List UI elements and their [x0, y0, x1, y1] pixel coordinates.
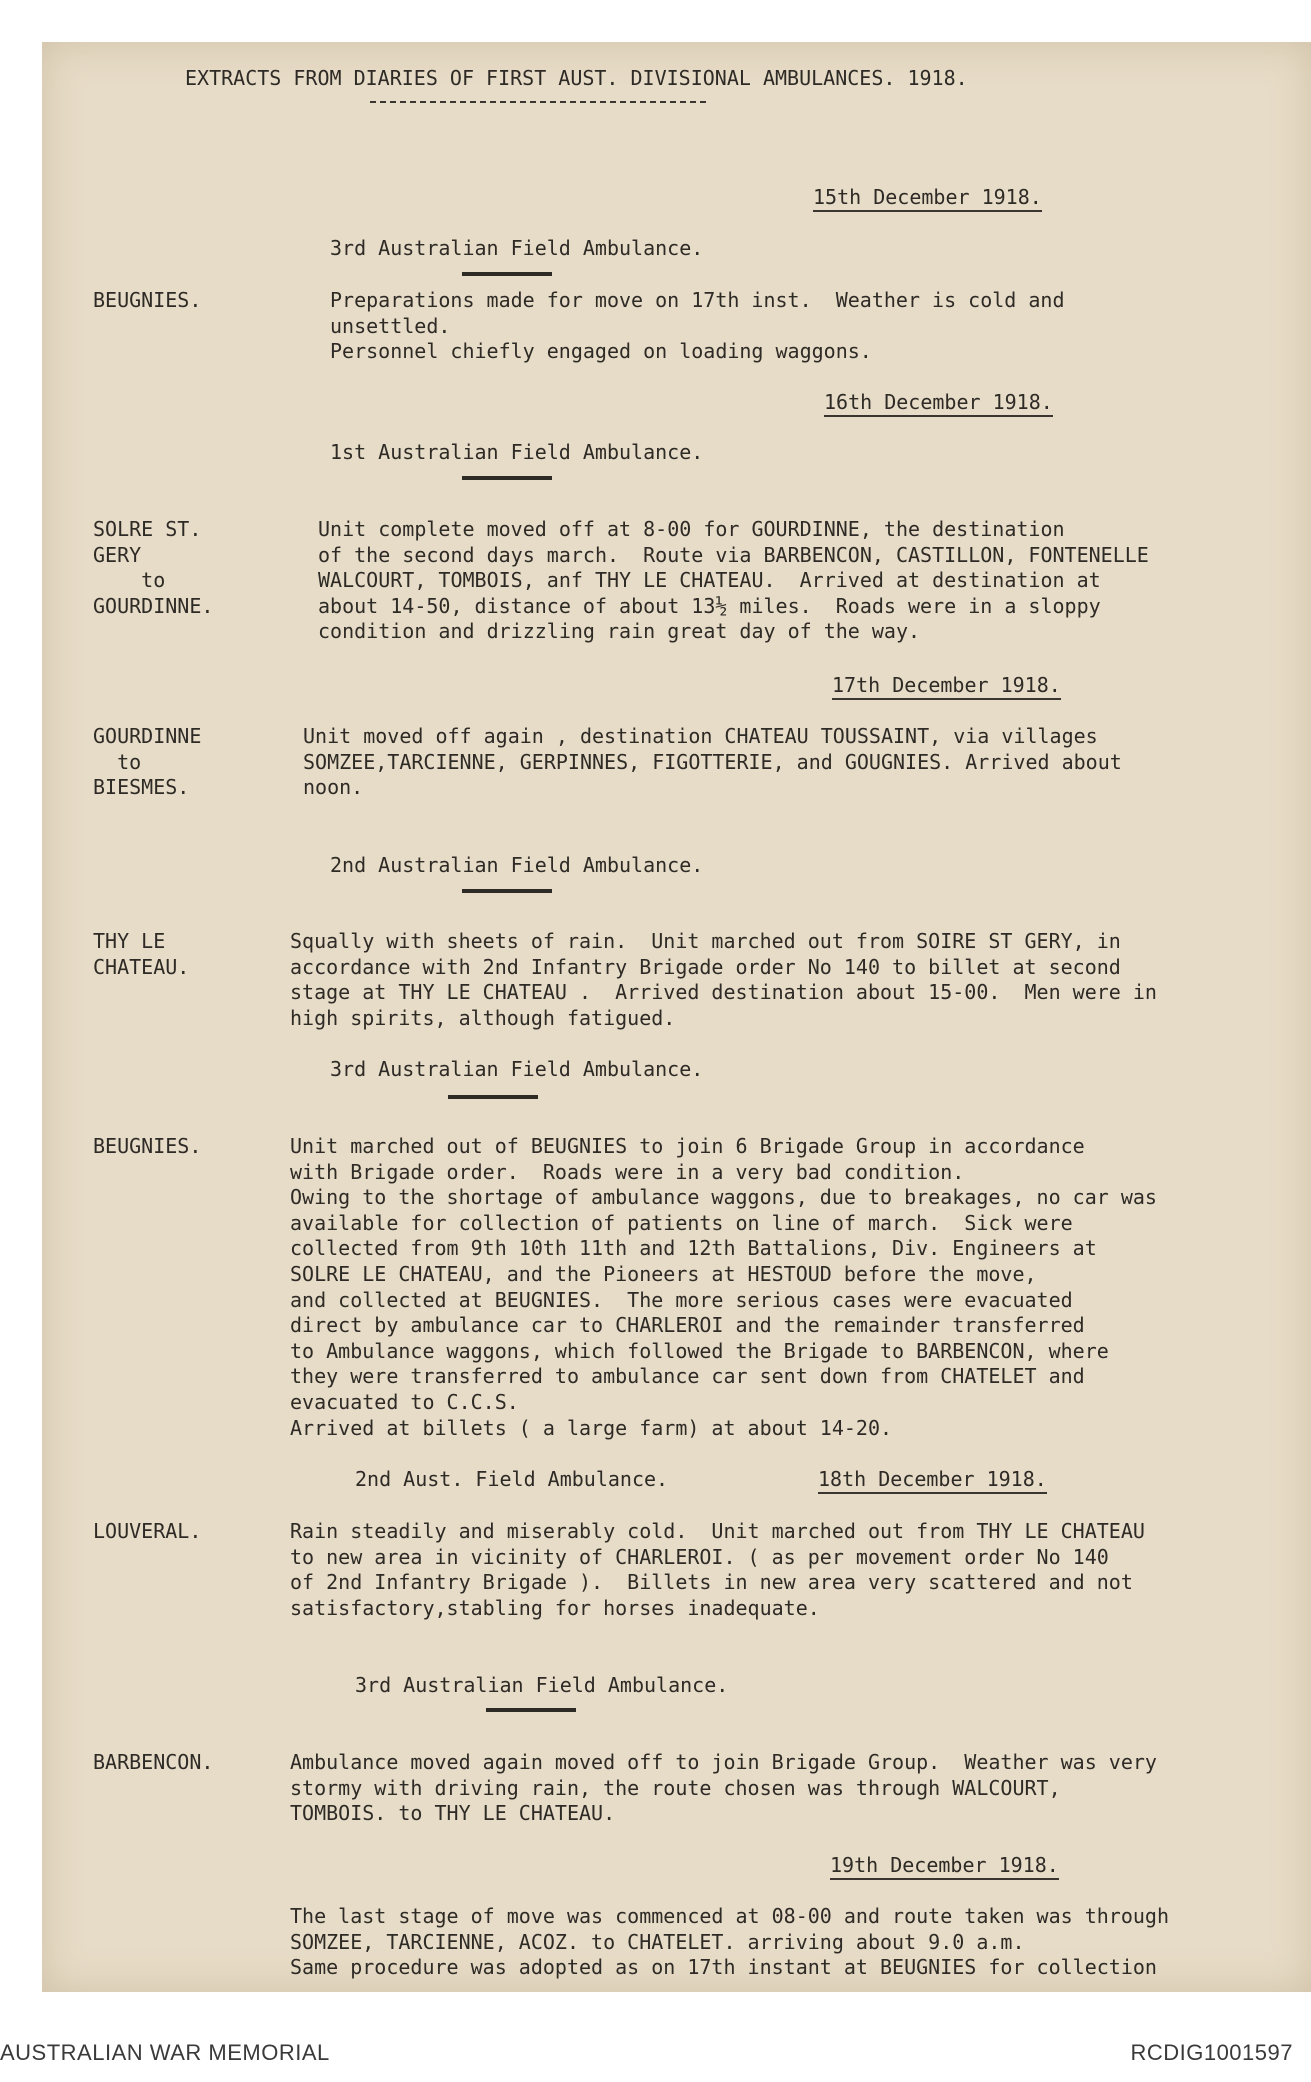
- place-label: BEUGNIES.: [93, 1134, 202, 1158]
- diary-entry: Squally with sheets of rain. Unit marched out from SOIRE ST GERY, in accordance with 2nd Infantry Brigade order No 140 to billet at second stage at THY LE CHATEAU . Arrived destination about 15-00. Men were in high spirits, although fatigued.: [290, 929, 1157, 1030]
- unit-heading: 1st Australian Field Ambulance.: [330, 440, 704, 464]
- date-heading: 18th December 1918.: [818, 1467, 1047, 1494]
- unit-underline: [486, 1708, 576, 1712]
- date-heading: 15th December 1918.: [813, 185, 1042, 212]
- date-heading: 17th December 1918.: [832, 673, 1061, 700]
- diary-entry: Unit complete moved off at 8-00 for GOURDINNE, the destination of the second days march. Route via BARBENCON, CASTILLON, FONTENELLE WALCOURT, TOMBOIS, anf THY LE CHATEAU. Arrived at destination at about 14-50, distance of about 13½ miles. Roads were in a sloppy condition and drizzling rain great day of the way.: [318, 517, 1149, 644]
- diary-entry: Rain steadily and miserably cold. Unit marched out from THY LE CHATEAU to new area in vicinity of CHARLEROI. ( as per movement order No 140 of 2nd Infantry Brigade ). Billets in new area very scattered and not satisfactory,stabling for horses inadequate.: [290, 1519, 1145, 1620]
- diary-entry: The last stage of move was commenced at 08-00 and route taken was through SOMZEE, TARCIENNE, ACOZ. to CHATELET. arriving about 9.0 a.m. Same procedure was adopted as on 17th instant at BEUGNIES for collection: [290, 1904, 1169, 1980]
- unit-heading: 2nd Aust. Field Ambulance.: [355, 1467, 669, 1491]
- unit-heading: 3rd Australian Field Ambulance.: [355, 1673, 729, 1697]
- date-heading: 19th December 1918.: [830, 1853, 1059, 1880]
- diary-entry: Unit marched out of BEUGNIES to join 6 Brigade Group in accordance with Brigade order. Roads were in a very bad condition. Owing to the shortage of ambulance waggons, due to breakages, no car was available for collection of patients on line of march. Sick were collected from 9th 10th 11th and 12th Battalions, Div. Engineers at SOLRE LE CHATEAU, and the Pioneers at HESTOUD before the move, and collected at BEUGNIES. The more serious cases were evacuated direct by ambulance car to CHARLEROI and the remainder transferred to Ambulance waggons, which followed the Brigade to BARBENCON, where they were transferred to ambulance car sent down from CHATELET and evacuated to C.C.S. Arrived at billets ( a large farm) at about 14-20.: [290, 1134, 1157, 1440]
- unit-underline: [448, 1095, 538, 1099]
- unit-underline: [462, 889, 552, 893]
- place-label: SOLRE ST. GERY to GOURDINNE.: [93, 517, 214, 618]
- unit-underline: [462, 272, 552, 276]
- place-label: LOUVERAL.: [93, 1519, 202, 1543]
- unit-underline: [462, 476, 552, 480]
- title-underline: [370, 101, 706, 103]
- place-label: GOURDINNE to BIESMES.: [93, 724, 202, 800]
- document-title: EXTRACTS FROM DIARIES OF FIRST AUST. DIVISIONAL AMBULANCES. 1918.: [185, 66, 968, 90]
- footer-archive-name: AUSTRALIAN WAR MEMORIAL: [0, 2040, 330, 2065]
- place-label: BARBENCON.: [93, 1750, 214, 1774]
- unit-heading: 3rd Australian Field Ambulance.: [330, 236, 704, 260]
- footer-record-id: RCDIG1001597: [1130, 2040, 1293, 2065]
- diary-entry: Ambulance moved again moved off to join Brigade Group. Weather was very stormy with driving rain, the route chosen was through WALCOURT, TOMBOIS. to THY LE CHATEAU.: [290, 1750, 1157, 1826]
- diary-entry: Unit moved off again , destination CHATEAU TOUSSAINT, via villages SOMZEE,TARCIENNE, GERPINNES, FIGOTTERIE, and GOUGNIES. Arrived about noon.: [303, 724, 1122, 800]
- unit-heading: 2nd Australian Field Ambulance.: [330, 853, 704, 877]
- place-label: BEUGNIES.: [93, 288, 202, 312]
- unit-heading: 3rd Australian Field Ambulance.: [330, 1057, 704, 1081]
- place-label: THY LE CHATEAU.: [93, 929, 190, 979]
- date-heading: 16th December 1918.: [824, 390, 1053, 417]
- diary-entry: Preparations made for move on 17th inst. Weather is cold and unsettled. Personnel chiefly engaged on loading waggons.: [330, 288, 1065, 364]
